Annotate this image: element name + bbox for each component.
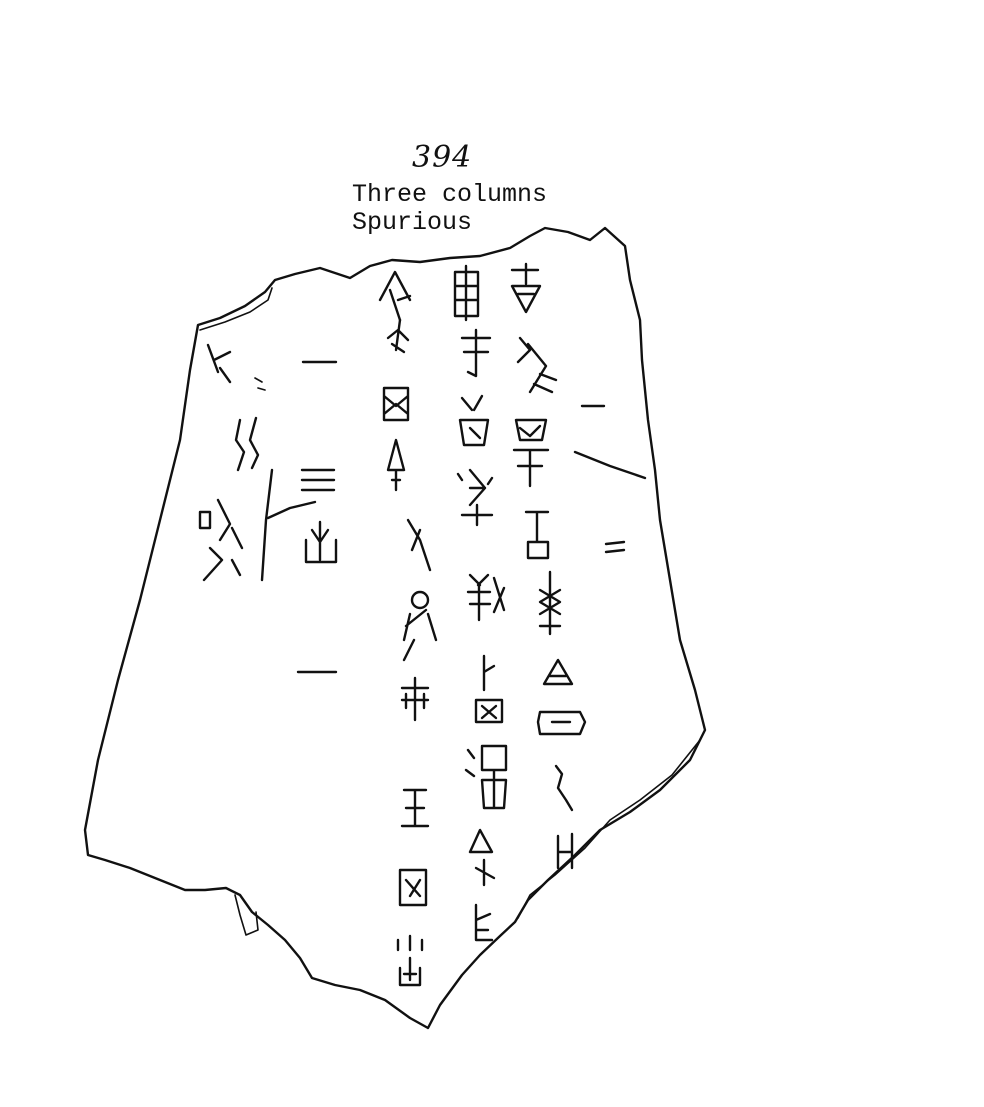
inscription-column-3-icon xyxy=(512,264,624,868)
fragment-outline-icon xyxy=(85,228,705,1028)
fragment-break-edge-icon xyxy=(518,740,700,918)
caption-authenticity: Spurious xyxy=(352,208,473,237)
numeral-marks-icon xyxy=(298,362,336,672)
left-edge-glyphs-icon xyxy=(200,345,265,580)
crack-line-icon xyxy=(575,452,645,478)
caption-columns: Three columns xyxy=(352,180,548,209)
crack-line-icon xyxy=(262,470,272,580)
plate-number: 394 xyxy=(412,140,473,175)
inscription-column-1-icon xyxy=(380,272,436,985)
inscription-column-2-icon xyxy=(455,266,506,940)
crack-line-icon xyxy=(268,502,315,518)
